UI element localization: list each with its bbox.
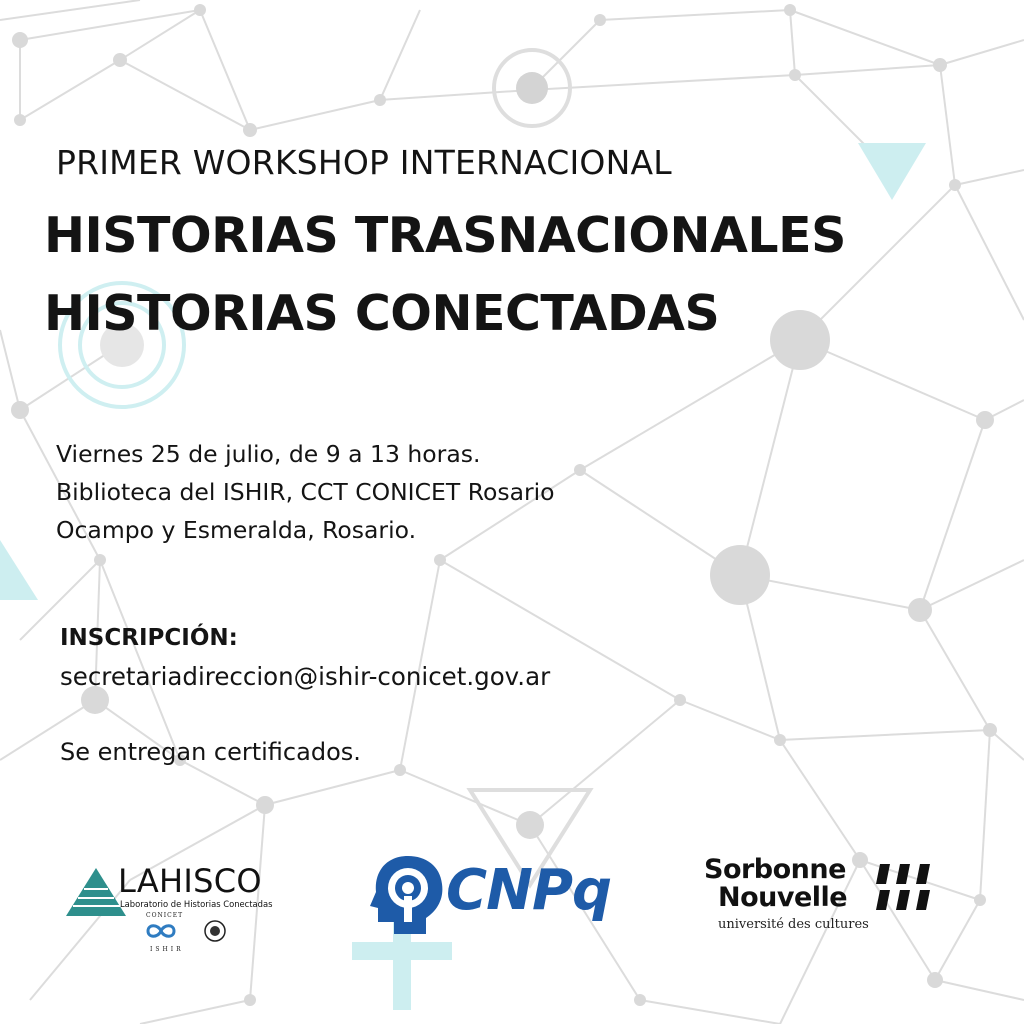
lahisco-subtitle: Laboratorio de Historias Conectadas	[120, 899, 273, 909]
conicet-label: CONICET	[146, 912, 184, 919]
sorbonne-nouvelle-logo	[704, 854, 954, 944]
lahisco-pyramid-icon	[66, 862, 126, 922]
lahisco-logo	[66, 862, 296, 962]
cnpq-name: CNPq	[446, 858, 612, 923]
registration-label: INSCRIPCIÓN:	[60, 625, 238, 651]
certificates-note: Se entregan certificados.	[60, 738, 361, 766]
ishir-seal-icon	[204, 920, 226, 942]
registration-email: secretariadireccion@ishir-conicet.gov.ar	[60, 662, 551, 691]
event-venue: Biblioteca del ISHIR, CCT CONICET Rosario	[56, 478, 555, 506]
event-address: Ocampo y Esmeralda, Rosario.	[56, 516, 417, 544]
event-date: Viernes 25 de julio, de 9 a 13 horas.	[56, 440, 481, 468]
sorbonne-line-2: Nouvelle	[718, 882, 848, 913]
lahisco-name: LAHISCO	[118, 862, 262, 900]
event-title-line-1: HISTORIAS TRASNACIONALES	[44, 207, 846, 264]
sorbonne-tagline: université des cultures	[718, 917, 869, 932]
conicet-infinity-icon	[144, 922, 178, 940]
sorbonne-slashes-icon	[876, 860, 942, 916]
cnpq-head-icon	[368, 852, 448, 936]
event-subtitle: PRIMER WORKSHOP INTERNACIONAL	[56, 143, 672, 182]
cnpq-logo	[368, 850, 628, 936]
ishir-label: ISHIR	[150, 946, 184, 953]
sorbonne-line-1: Sorbonne	[704, 854, 846, 885]
event-title-line-2: HISTORIAS CONECTADAS	[44, 285, 720, 342]
